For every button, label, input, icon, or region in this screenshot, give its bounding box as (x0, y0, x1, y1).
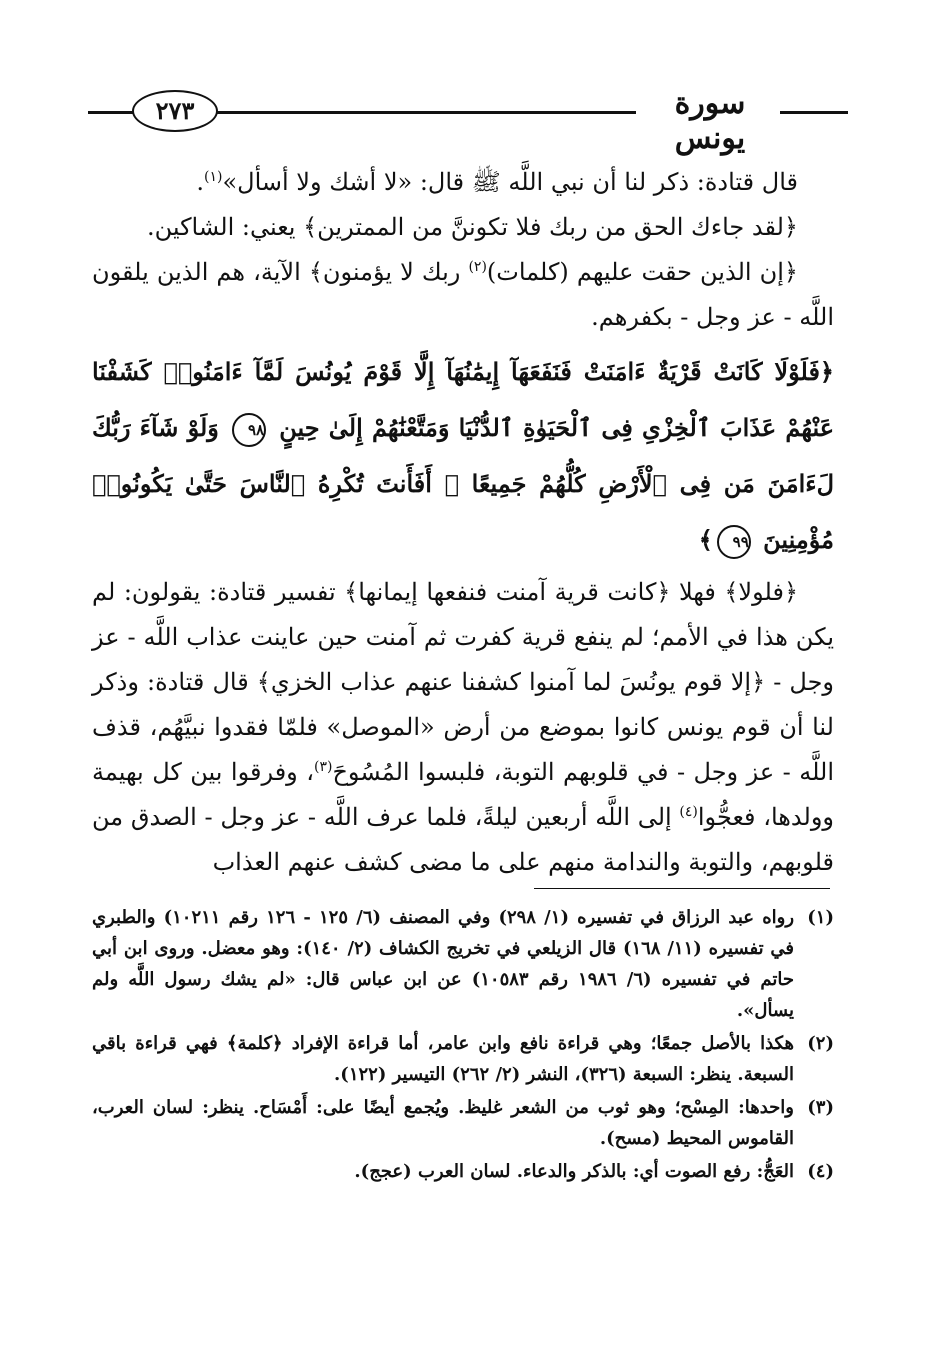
ayah-marker: ٩٨ (232, 413, 266, 447)
surah-title: سورة يونس (640, 86, 780, 156)
quran-text: ﴿فَلَوْلَا كَانَتْ قَرْيَةٌ ءَامَنَتْ فَنَفَعَهَآ إِيمَٰنُهَآ إِلَّا قَوْمَ يُونُسَ لَمَّآ ءَامَنُوا۟ كَشَفْنَا عَنْهُمْ عَذَابَ ٱلْخِزْىِ فِى ٱلْحَيَوٰةِ ٱلدُّنْيَا وَمَتَّعْنَٰهُمْ إِلَىٰ حِينٍ (92, 357, 835, 442)
header-rule-middle (216, 111, 636, 114)
paragraph-verse-96 (92, 250, 834, 340)
footnote-ref: (٤) (679, 804, 698, 820)
quran-bracket: ﴾ (698, 525, 713, 554)
footnotes (92, 902, 834, 1189)
footnote-number: (٢) (807, 1033, 834, 1054)
paragraph-qatada (92, 160, 834, 205)
footnote-ref: (٣) (313, 759, 333, 775)
quran-verses (92, 344, 834, 568)
footnote (92, 1028, 834, 1090)
footnote-ref: (٢) (468, 259, 487, 275)
page-header (88, 84, 848, 156)
paragraph-verse-94: ﴿لقد جاءك الحق من ربك فلا تكوننَّ من الممترين﴾ يعني: الشاكين. (146, 213, 798, 241)
paragraph-end: . (196, 168, 204, 196)
footnote-number: (٤) (807, 1161, 834, 1182)
footnote-text: واحدها: المِسْح؛ وهو ثوب من الشعر غليظ. ويُجمع أيضًا على: أَمْسَاح. ينظر: لسان العرب، القاموس المحيط (مسح). (92, 1097, 794, 1149)
footnote (92, 902, 834, 1026)
quran-text: وَلَوْ شَآءَ رَبُّكَ لَءَامَنَ مَن فِى ٱلْأَرْضِ كُلُّهُمْ جَمِيعًا ۚ أَفَأَنتَ تُكْرِهُ ٱلنَّاسَ حَتَّىٰ يَكُونُوا۟ مُؤْمِنِينَ (92, 413, 835, 554)
footnote-text: العَجُّ: رفع الصوت أي: بالذكر والدعاء. لسان العرب (عجج). (354, 1161, 794, 1182)
footnote-number: (١) (807, 907, 834, 928)
paragraph-text: ﴿إن الذين حقت عليهم (كلمات) (486, 258, 798, 286)
main-text (92, 160, 834, 885)
paragraph-text: ، وفرقوا بين كل بهيمة وولدها، فعجُّوا (92, 758, 835, 831)
footnote (92, 1092, 834, 1154)
footnote-separator (534, 888, 830, 889)
footnote-text: رواه عبد الرزاق في تفسيره (١/ ٢٩٨) وفي المصنف (٦/ ١٢٥ - ١٢٦ رقم ١٠٢١١) والطبري في تفسيره (١١/ ١٦٨) قال الزيلعي في تخريج الكشاف (٢/ ١٤٠): وهو معضل. وروى ابن أبي حاتم في تفسيره (٦/ ١٩٨٦ رقم ١٠٥٨٣) عن ابن عباس قال: «لم يشك رسول اللَّه ولم يسأل». (92, 907, 795, 1021)
footnote-text: هكذا بالأصل جمعًا؛ وهي قراءة نافع وابن عامر، أما قراءة الإفراد ﴿كلمة﴾ فهي قراءة باقي السبعة. ينظر: السبعة (٣٢٦)، النشر (٢/ ٢٦٢) التيسير (١٢٢). (92, 1033, 794, 1085)
paragraph-text: ﴿فلولا﴾ فهلا ﴿كانت قرية آمنت فنفعها إيمانها﴾ تفسير قتادة: يقولون: لم يكن هذا في الأمم؛ لم ينفع قرية كفرت ثم آمنت حين عاينت عذاب اللَّه - عز وجل - ﴿إلا قوم يونُسَ لما آمنوا كشفنا عنهم عذاب الخزي﴾ قال قتادة: وذكر لنا أن قوم يونس كانوا بموضع من أرض «الموصل» فلمّا فقدوا نبيَّهُم، قذف اللَّه - عز وجل - في قلوبهم التوبة، فلبسوا المُسُوحَ (92, 578, 834, 786)
paragraph-commentary (92, 570, 834, 885)
page-number: ٢٧٣ (132, 90, 218, 132)
ayah-marker: ٩٩ (717, 525, 751, 559)
footnote-ref: (١) (203, 169, 223, 185)
paragraph-text: قال قتادة: ذكر لنا أن نبي اللَّه ﷺ قال: «لا أشك ولا أسأل» (222, 168, 798, 196)
paragraph-text: ربك لا يؤمنون﴾ الآية، هم الذين يلقون اللَّه - عز وجل - بكفرهم. (92, 258, 834, 331)
header-rule-right (780, 111, 848, 114)
footnote (92, 1156, 834, 1187)
header-rule-left (88, 111, 134, 114)
paragraph-text: إلى اللَّه أربعين ليلةً، فلما عرف اللَّه - عز وجل - الصدق من قلوبهم، والتوبة والندامة منهم على ما مضى كشف عنهم العذاب (92, 803, 834, 876)
footnote-number: (٣) (807, 1097, 834, 1118)
